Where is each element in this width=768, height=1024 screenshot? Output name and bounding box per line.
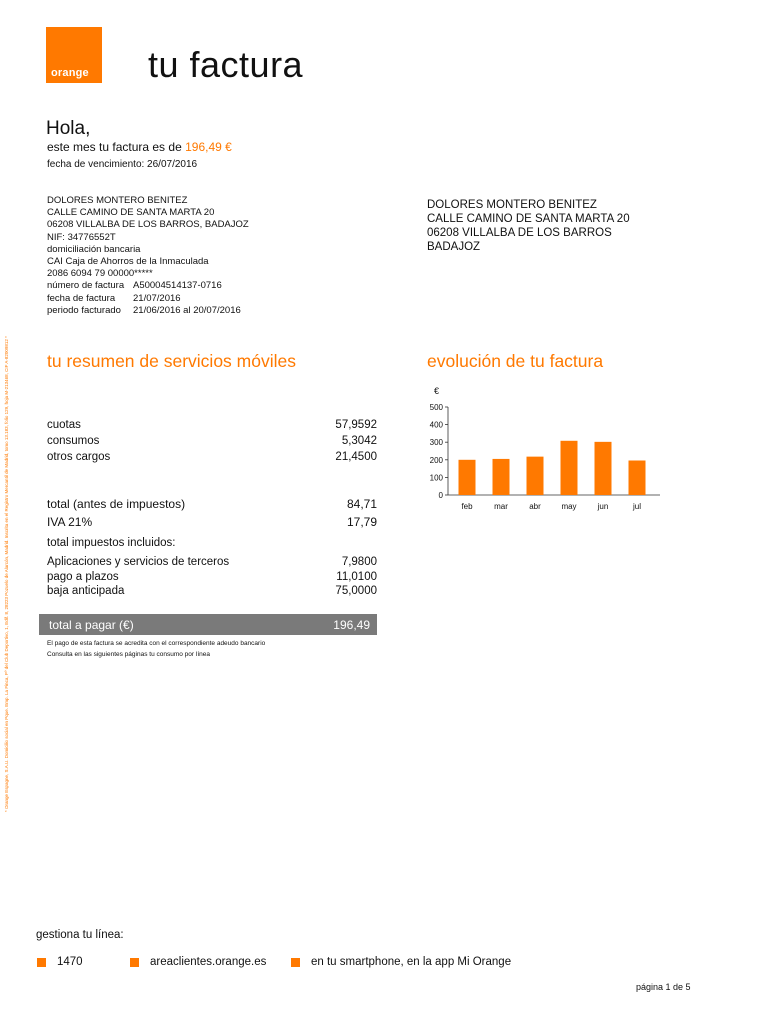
bullet-square-icon <box>130 958 139 967</box>
bar-mar <box>493 459 510 495</box>
orange-logo <box>46 27 102 83</box>
payment-method: domiciliación bancaria <box>47 243 141 255</box>
x-tick-label: abr <box>529 502 541 511</box>
extra-label: pago a plazos <box>47 570 119 583</box>
invoice-evolution-chart <box>420 380 670 515</box>
amount-line <box>47 140 232 154</box>
y-tick-label: 0 <box>438 491 443 500</box>
bar-jun <box>595 442 612 495</box>
extra-row <box>47 570 377 585</box>
consumption-note: Consulta en las siguientes páginas tu consumo por línea <box>47 651 210 658</box>
period: 21/06/2016 al 20/07/2016 <box>133 304 241 316</box>
greeting: Hola, <box>46 118 91 139</box>
summary-title: tu resumen de servicios móviles <box>47 351 296 371</box>
footer-item-app <box>291 956 511 968</box>
y-axis-unit-label: € <box>434 386 440 396</box>
page-number: página 1 de 5 <box>636 982 691 992</box>
footer-heading: gestiona tu línea: <box>36 929 124 941</box>
web-link[interactable]: areaclientes.orange.es <box>150 956 267 968</box>
charge-row <box>47 433 377 449</box>
charge-value: 5,3042 <box>341 435 377 447</box>
x-tick-label: feb <box>461 502 473 511</box>
page-title: tu factura <box>148 44 304 85</box>
y-tick-label: 500 <box>429 403 443 412</box>
legal-side-text: * Orange Espagne, S.A.U. Domicilio social en Pque. Emp. La Finca, Pº del Club Deportivo, 1, Edif. 8, 28223 Pozuelo de Alarcón, Madrid. Inscrita en el Registro Mercantil de Madrid, tomo 13.183, folio 129, hoja M-213468, CIF A-82009812 * <box>4 336 9 812</box>
extras-list <box>47 555 377 599</box>
address-line: BADAJOZ <box>427 241 481 253</box>
extra-value: 7,9800 <box>341 556 377 568</box>
invoice-date-label: fecha de factura <box>47 292 116 304</box>
x-tick-label: mar <box>494 502 508 511</box>
charge-row <box>47 417 377 433</box>
taxes-included-label: total impuestos incluidos: <box>47 537 176 549</box>
iva-label: IVA 21% <box>47 515 93 529</box>
x-tick-label: jul <box>632 502 642 511</box>
period-label: periodo facturado <box>47 304 121 316</box>
y-tick-label: 300 <box>429 438 443 448</box>
invoice-number-label: número de factura <box>47 280 125 292</box>
y-tick-label: 200 <box>429 455 443 465</box>
charges-list <box>47 417 377 465</box>
customer-name: DOLORES MONTERO BENITEZ <box>47 195 188 206</box>
amount-value: 196,49 € <box>185 140 232 154</box>
extra-row <box>47 555 377 570</box>
subtotal-value: 84,71 <box>346 497 377 511</box>
totals-list <box>47 495 377 531</box>
extra-value: 75,0000 <box>335 585 377 597</box>
x-tick-label: may <box>561 502 577 511</box>
invoice-date: 21/07/2016 <box>133 292 181 304</box>
customer-street: CALLE CAMINO DE SANTA MARTA 20 <box>47 207 215 219</box>
app-text: en tu smartphone, en la app Mi Orange <box>311 956 512 968</box>
bullet-square-icon <box>291 958 300 967</box>
due-date: fecha de vencimiento: 26/07/2016 <box>47 159 198 170</box>
bar-abr <box>527 457 544 495</box>
footer-item-web[interactable] <box>130 956 266 968</box>
invoice-date-row <box>47 293 249 305</box>
amount-prefix: este mes tu factura es de <box>47 140 182 154</box>
footer-item-phone <box>37 956 83 968</box>
customer-nif: NIF: 34776552T <box>47 231 116 243</box>
charge-label: consumos <box>47 435 100 447</box>
charge-label: otros cargos <box>47 451 111 463</box>
period-row <box>47 305 249 317</box>
bank-name: CAI Caja de Ahorros de la Inmaculada <box>47 256 209 268</box>
bar-feb <box>459 460 476 495</box>
logo-text: orange <box>51 67 89 79</box>
extra-row <box>47 584 377 599</box>
subtotal-row <box>47 495 377 513</box>
subtotal-label: total <box>47 497 70 511</box>
extra-label: baja anticipada <box>47 585 125 597</box>
address-line: 06208 VILLALBA DE LOS BARROS <box>427 227 612 239</box>
y-tick-label: 400 <box>429 420 443 430</box>
iva-value: 17,79 <box>346 515 377 529</box>
bar-may <box>561 441 578 495</box>
x-tick-label: jun <box>597 502 609 511</box>
extra-label: Aplicaciones y servicios de terceros <box>47 556 230 568</box>
subtotal-label-note: (antes de impuestos) <box>73 497 186 511</box>
bank-account: 2086 6094 79 00000***** <box>47 268 153 280</box>
payment-note: El pago de esta factura se acredita con el correspondiente adeudo bancario <box>47 640 266 647</box>
charge-value: 57,9592 <box>335 419 377 431</box>
address-window <box>427 198 630 254</box>
charge-label: cuotas <box>47 419 81 431</box>
chart-title: evolución de tu factura <box>427 351 604 371</box>
grand-total-label: total a pagar (€) <box>49 617 134 632</box>
invoice-number-row <box>47 280 249 292</box>
charge-value: 21,4500 <box>335 451 377 463</box>
grand-total-value: 196,49 <box>333 617 370 632</box>
bar-jul <box>629 461 646 495</box>
phone-number: 1470 <box>57 956 83 968</box>
y-tick-label: 100 <box>429 473 443 483</box>
customer-details <box>47 195 249 317</box>
customer-city: 06208 VILLALBA DE LOS BARROS, BADAJOZ <box>47 219 249 231</box>
bullet-square-icon <box>37 958 46 967</box>
extra-value: 11,0100 <box>336 570 377 583</box>
address-line: DOLORES MONTERO BENITEZ <box>427 199 597 211</box>
charge-row <box>47 449 377 465</box>
invoice-number: A50004514137-0716 <box>133 280 222 292</box>
iva-row <box>47 513 377 531</box>
grand-total-bar <box>39 614 377 635</box>
address-line: CALLE CAMINO DE SANTA MARTA 20 <box>427 213 630 225</box>
